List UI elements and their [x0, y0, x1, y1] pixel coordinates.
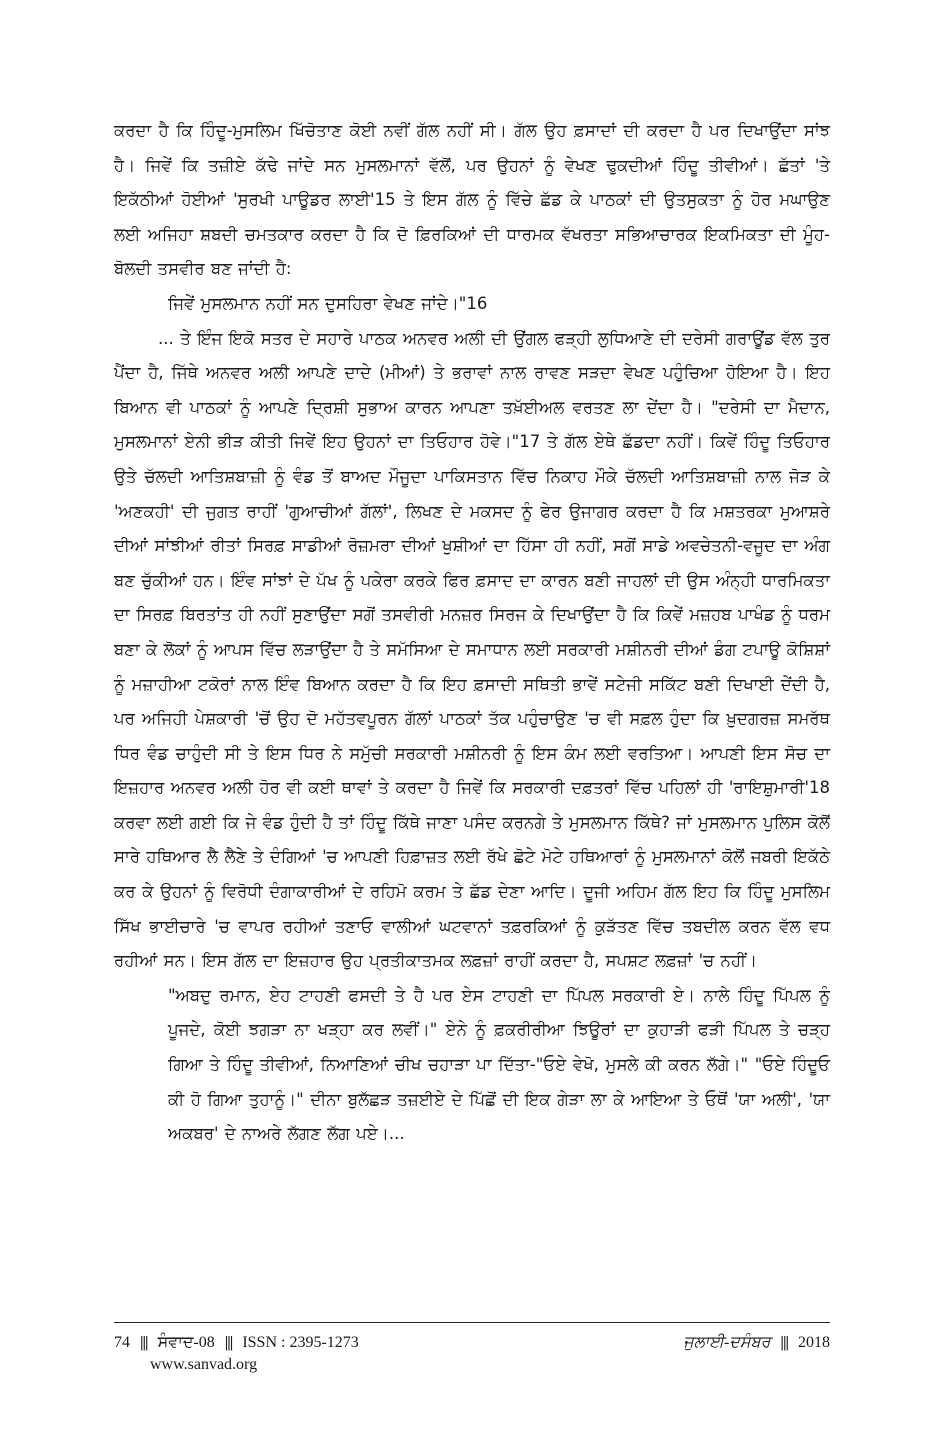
- paragraph-2: ... ਤੇ ਇੰਜ ਇਕੋ ਸਤਰ ਦੇ ਸਹਾਰੇ ਪਾਠਕ ਅਨਵਰ ਅਲੀ ਦੀ ਉਂਗਲ ਫੜ੍ਹੀ ਲੁਧਿਆਣੇ ਦੀ ਦਰੇਸੀ ਗਰਾਊਂਡ ਵੱਲ ਤੁਰ ਪੈਂਦਾ ਹੈ, ਜਿੱਥੇ ਅਨਵਰ ਅਲੀ ਆਪਣੇ ਦਾਦੇ (ਮੀਆਂ) ਤੇ ਭਰਾਵਾਂ ਨਾਲ ਰਾਵਣ ਸੜਦਾ ਵੇਖਣ ਪਹੁੰਚਿਆ ਹੋਇਆ ਹੈ। ਇਹ ਬਿਆਨ ਵੀ ਪਾਠਕਾਂ ਨੂੰ ਆਪਣੇ ਦ੍ਰਿਸ਼ੀ ਸੁਭਾਅ ਕਾਰਨ ਆਪਣਾ ਤਖ਼ੱਈਅਲ ਵਰਤਣ ਲਾ ਦੇਂਦਾ ਹੈ। "ਦਰੇਸੀ ਦਾ ਮੈਦਾਨ, ਮੁਸਲਮਾਨਾਂ ਏਨੀ ਭੀੜ ਕੀਤੀ ਜਿਵੇਂ ਇਹ ਉਹਨਾਂ ਦਾ ਤਿਓਹਾਰ ਹੋਵੇ।"17 ਤੇ ਗੱਲ ਏਥੇ ਛੱਡਦਾ ਨਹੀਂ। ਕਿਵੇਂ ਹਿੰਦੂ ਤਿਓਹਾਰ ਉਤੇ ਚੱਲਦੀ ਆਤਿਸ਼ਬਾਜ਼ੀ ਨੂੰ ਵੰਡ ਤੋਂ ਬਾਅਦ ਮੌਜੂਦਾ ਪਾਕਿਸਤਾਨ ਵਿੱਚ ਨਿਕਾਹ ਮੌਕੇ ਚੱਲਦੀ ਆਤਿਸ਼ਬਾਜ਼ੀ ਨਾਲ ਜੋੜ ਕੇ 'ਅਣਕਹੀ' ਦੀ ਜੁਗਤ ਰਾਹੀਂ 'ਗੁਆਚੀਆਂ ਗੱਲਾਂ', ਲਿਖਣ ਦੇ ਮਕਸਦ ਨੂੰ ਫੇਰ ਉਜਾਗਰ ਕਰਦਾ ਹੈ ਕਿ ਮਸ਼ਤਰਕਾ ਮੁਆਸ਼ਰੇ ਦੀਆਂ ਸਾਂਝੀਆਂ ਰੀਤਾਂ ਸਿਰਫ਼ ਸਾਡੀਆਂ ਰੋਜ਼ਮਰਾ ਦੀਆਂ ਖੁਸ਼ੀਆਂ ਦਾ ਹਿੱਸਾ ਹੀ ਨਹੀਂ, ਸਗੋਂ ਸਾਡੇ ਅਵਚੇਤਨੀ-ਵਜੂਦ ਦਾ ਅੰਗ ਬਣ ਚੁੱਕੀਆਂ ਹਨ। ਇੰਵ ਸਾਂਝਾਂ ਦੇ ਪੱਖ ਨੂੰ ਪਕੇਰਾ ਕਰਕੇ ਫਿਰ ਫ਼ਸਾਦ ਦਾ ਕਾਰਨ ਬਣੀ ਜਾਹਲਾਂ ਦੀ ਉਸ ਅੰਨ੍ਹੀ ਧਾਰਮਿਕਤਾ ਦਾ ਸਿਰਫ਼ ਬਿਰਤਾਂਤ ਹੀ ਨਹੀਂ ਸੁਣਾਉਂਦਾ ਸਗੋਂ ਤਸਵੀਰੀ ਮਨਜ਼ਰ ਸਿਰਜ ਕੇ ਦਿਖਾਉਂਦਾ ਹੈ ਕਿ ਕਿਵੇਂ ਮਜ਼ਹਬ ਪਾਖੰਡ ਨੂੰ ਧਰਮ ਬਣਾ ਕੇ ਲੋਕਾਂ ਨੂੰ ਆਪਸ ਵਿੱਚ ਲੜਾਉਂਦਾ ਹੈ ਤੇ ਸਮੱਸਿਆ ਦੇ ਸਮਾਧਾਨ ਲਈ ਸਰਕਾਰੀ ਮਸ਼ੀਨਰੀ ਦੀਆਂ ਡੰਗ ਟਪਾਊ ਕੋਸ਼ਿਸ਼ਾਂ ਨੂੰ ਮਜ਼ਾਹੀਆ ਟਕੋਰਾਂ ਨਾਲ ਇੰਵ ਬਿਆਨ ਕਰਦਾ ਹੈ ਕਿ ਇਹ ਫ਼ਸਾਦੀ ਸਥਿਤੀ ਭਾਵੇਂ ਸਟੇਜੀ ਸਕਿੱਟ ਬਣੀ ਦਿਖਾਈ ਦੇਂਦੀ ਹੈ, ਪਰ ਅਜਿਹੀ ਪੇਸ਼ਕਾਰੀ 'ਚੋਂ ਉਹ ਦੋ ਮਹੱਤਵਪੂਰਨ ਗੱਲਾਂ ਪਾਠਕਾਂ ਤੱਕ ਪਹੁੰਚਾਉਣ 'ਚ ਵੀ ਸਫ਼ਲ ਹੁੰਦਾ ਕਿ ਖ਼ੁਦਗਰਜ਼ ਸਮਰੱਥ ਧਿਰ ਵੰਡ ਚਾਹੁੰਦੀ ਸੀ ਤੇ ਇਸ ਧਿਰ ਨੇ ਸਮੁੱਚੀ ਸਰਕਾਰੀ ਮਸ਼ੀਨਰੀ ਨੂੰ ਇਸ ਕੰਮ ਲਈ ਵਰਤਿਆ। ਆਪਣੀ ਇਸ ਸੋਚ ਦਾ ਇਜ਼ਹਾਰ ਅਨਵਰ ਅਲੀ ਹੋਰ ਵੀ ਕਈ ਥਾਵਾਂ ਤੇ ਕਰਦਾ ਹੈ ਜਿਵੇਂ ਕਿ ਸਰਕਾਰੀ ਦਫ਼ਤਰਾਂ ਵਿੱਚ ਪਹਿਲਾਂ ਹੀ 'ਰਾਇਸ਼ੁਮਾਰੀ'18 ਕਰਵਾ ਲਈ ਗਈ ਕਿ ਜੇ ਵੰਡ ਹੁੰਦੀ ਹੈ ਤਾਂ ਹਿੰਦੂ ਕਿੱਥੇ ਜਾਣਾ ਪਸੰਦ ਕਰਨਗੇ ਤੇ ਮੁਸਲਮਾਨ ਕਿੱਥੇ? ਜਾਂ ਮੁਸਲਮਾਨ ਪੁਲਿਸ ਕੋਲੋਂ ਸਾਰੇ ਹਥਿਆਰ ਲੈ ਲੈਣੇ ਤੇ ਦੰਗਿਆਂ 'ਚ ਆਪਣੀ ਹਿਫ਼ਾਜ਼ਤ ਲਈ ਰੱਖੇ ਛੋਟੇ ਮੋਟੇ ਹਥਿਆਰਾਂ ਨੂੰ ਮੁਸਲਮਾਨਾਂ ਕੋਲੋਂ ਜਬਰੀ ਇਕੱਠੇ ਕਰ ਕੇ ਉਹਨਾਂ ਨੂੰ ਵਿਰੋਧੀ ਦੰਗਾਕਾਰੀਆਂ ਦੇ ਰਹਿਮੋ ਕਰਮ ਤੇ ਛੱਡ ਦੇਣਾ ਆਦਿ। ਦੂਜੀ ਅਹਿਮ ਗੱਲ ਇਹ ਕਿ ਹਿੰਦੂ ਮੁਸਲਿਮ ਸਿੱਖ ਭਾਈਚਾਰੇ 'ਚ ਵਾਪਰ ਰਹੀਆਂ ਤਣਾਓ ਵਾਲੀਆਂ ਘਟਵਾਨਾਂ ਤਫ਼ਰਕਿਆਂ ਨੂੰ ਕੁੜੱਤਣ ਵਿੱਚ ਤਬਦੀਲ ਕਰਨ ਵੱਲ ਵਧ ਰਹੀਆਂ ਸਨ। ਇਸ ਗੱਲ ਦਾ ਇਜ਼ਹਾਰ ਉਹ ਪ੍ਰਤੀਕਾਤਮਕ ਲਫ਼ਜ਼ਾਂ ਰਾਹੀਂ ਕਰਦਾ ਹੈ, ਸਪਸ਼ਟ ਲਫ਼ਜ਼ਾਂ 'ਚ ਨਹੀਂ।: [114, 328, 830, 971]
- body-text: [114, 114, 830, 1152]
- separator-bars-icon: |||: [224, 1334, 233, 1351]
- separator-bars-icon: |||: [140, 1334, 148, 1351]
- block-quote: "ਅਬਦੁ ਰਮਾਨ, ਏਹ ਟਾਹਣੀ ਫਸਦੀ ਤੇ ਹੈ ਪਰ ਏਸ ਟਾਹਣੀ ਦਾ ਪਿੱਪਲ ਸਰਕਾਰੀ ਏ। ਨਾਲੇ ਹਿੰਦੂ ਪਿੱਪਲ ਨੂੰ ਪੂਜਦੇ, ਕੋਈ ਝਗੜਾ ਨਾ ਖੜ੍ਹਾ ਕਰ ਲਵੀਂ।" ਏਨੇ ਨੂੰ ਫ਼ਕਰੀਰੀਆ ਝਿਊਰਾਂ ਦਾ ਕੁਹਾੜੀ ਫੜੀ ਪਿੱਪਲ ਤੇ ਚੜ੍ਹ ਗਿਆ ਤੇ ਹਿੰਦੂ ਤੀਵੀਆਂ, ਨਿਆਣਿਆਂ ਚੀਖ ਚਹਾੜਾ ਪਾ ਦਿੱਤਾ-"ਓਏ ਵੇਖੋ, ਮੁਸਲੇ ਕੀ ਕਰਨ ਲੱਗੇ।" "ਓਏ ਹਿੰਦੂਓ ਕੀ ਹੋ ਗਿਆ ਤੁਹਾਨੂੰ।" ਦੀਨਾ ਬੁਲੱਛੜ ਤਜ਼ਈਏ ਦੇ ਪਿੱਛੋਂ ਦੀ ਇਕ ਗੇੜਾ ਲਾ ਕੇ ਆਇਆ ਤੇ ਓਥੋਂ 'ਯਾ ਅਲੀ', 'ਯਾ ਅਕਬਰ' ਦੇ ਨਾਅਰੇ ਲੱਗਣ ਲੱਗ ਪਏ।...: [168, 985, 830, 1144]
- footer-left: [114, 1334, 359, 1352]
- paragraph-1: ਕਰਦਾ ਹੈ ਕਿ ਹਿੰਦੂ-ਮੁਸਲਿਮ ਖਿੱਚੋਤਾਣ ਕੋਈ ਨਵੀਂ ਗੱਲ ਨਹੀਂ ਸੀ। ਗੱਲ ਉਹ ਫ਼ਸਾਦਾਂ ਦੀ ਕਰਦਾ ਹੈ ਪਰ ਦਿਖਾਉਂਦਾ ਸਾਂਝ ਹੈ। ਜਿਵੇਂ ਕਿ ਤਜ਼ੀਏ ਕੱਢੇ ਜਾਂਦੇ ਸਨ ਮੁਸਲਮਾਨਾਂ ਵੱਲੋਂ, ਪਰ ਉਹਨਾਂ ਨੂੰ ਵੇਖਣ ਢੁਕਦੀਆਂ ਹਿੰਦੂ ਤੀਵੀਆਂ। ਛੱਤਾਂ 'ਤੇ ਇਕੱਠੀਆਂ ਹੋਈਆਂ 'ਸੁਰਖੀ ਪਾਊਡਰ ਲਾਈ'15 ਤੇ ਇਸ ਗੱਲ ਨੂੰ ਵਿੱਚੇ ਛੱਡ ਕੇ ਪਾਠਕਾਂ ਦੀ ਉਤਸੁਕਤਾ ਨੂੰ ਹੋਰ ਮਘਾਉਣ ਲਈ ਅਜਿਹਾ ਸ਼ਬਦੀ ਚਮਤਕਾਰ ਕਰਦਾ ਹੈ ਕਿ ਦੋ ਫ਼ਿਰਕਿਆਂ ਦੀ ਧਾਰਮਕ ਵੱਖਰਤਾ ਸਭਿਆਚਾਰਕ ਇਕਮਿਕਤਾ ਦੀ ਮੂੰਹ-ਬੋਲਦੀ ਤਸਵੀਰ ਬਣ ਜਾਂਦੀ ਹੈ:: [114, 121, 830, 279]
- page-footer: [114, 1334, 830, 1382]
- footer-right: [683, 1334, 830, 1352]
- separator-bars-icon: |||: [780, 1334, 788, 1351]
- page-number: 74: [114, 1334, 130, 1351]
- website-url: www.sanvad.org: [150, 1356, 258, 1373]
- journal-name: ਸੰਵਾਦ-08: [157, 1334, 215, 1351]
- issue-year: 2018: [798, 1334, 830, 1351]
- issn: ISSN : 2395-1273: [242, 1334, 359, 1351]
- quote-line: ਜਿਵੇਂ ਮੁਸਲਮਾਨ ਨਹੀਂ ਸਨ ਦੁਸਹਿਰਾ ਵੇਖਣ ਜਾਂਦੇ।"16: [168, 293, 488, 313]
- footer-divider: [114, 1322, 830, 1323]
- issue-period: ਜੁਲਾਈ-ਦਸੰਬਰ: [683, 1334, 771, 1351]
